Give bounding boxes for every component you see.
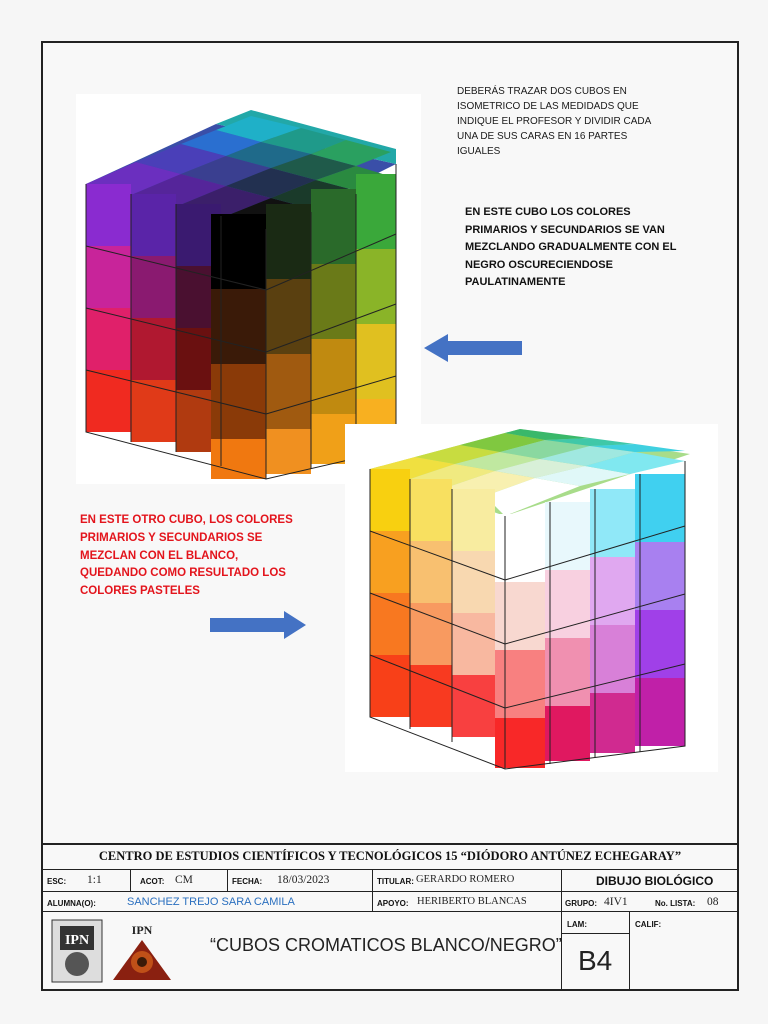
apoyo-value: HERIBERTO BLANCAS <box>417 896 527 907</box>
grupo-label: GRUPO: <box>565 899 597 908</box>
instruction-black-cube: EN ESTE CUBO LOS COLORES PRIMARIOS Y SECUNDARIOS SE VAN MEZCLANDO GRADUALMENTE CON EL NEGRO OSCURECIENDOSE PAULATINAMENTE <box>465 206 677 289</box>
arrow-left-icon <box>424 332 524 364</box>
white-mix-cube <box>345 424 718 772</box>
calif-label: CALIF: <box>635 920 662 929</box>
alumna-label: ALUMNA(O): <box>47 899 96 908</box>
apoyo-label: APOYO: <box>377 899 409 908</box>
instruction-white-cube: EN ESTE OTRO CUBO, LOS COLORES PRIMARIOS Y SECUNDARIOS SE MEZCLAN CON EL BLANCO, QUEDANDO COMO RESULTADO LOS COLORES PASTELES <box>80 514 293 598</box>
drawing-title: “CUBOS CROMATICOS BLANCO/NEGRO” <box>210 935 562 955</box>
acot-value: CM <box>175 874 193 886</box>
esc-label: ESC: <box>47 877 67 886</box>
grupo-value: 4IV1 <box>604 896 628 908</box>
lista-value: 08 <box>707 896 719 908</box>
lista-label: No. LISTA: <box>655 899 696 908</box>
fecha-value: 18/03/2023 <box>277 874 330 886</box>
lam-value: B4 <box>578 945 613 976</box>
school-name: CENTRO DE ESTUDIOS CIENTÍFICOS Y TECNOLÓGICOS 15 “DIÓDORO ANTÚNEZ ECHEGARAY” <box>98 849 682 863</box>
alumna-value: SANCHEZ TREJO SARA CAMILA <box>127 896 295 908</box>
ipn-seal-icon <box>105 918 180 984</box>
titular-label: TITULAR: <box>377 877 414 886</box>
lam-label: LAM: <box>567 920 587 929</box>
acot-label: ACOT: <box>140 877 165 886</box>
seal-text: IPN <box>131 923 153 937</box>
esc-value: 1:1 <box>87 874 102 886</box>
fecha-label: FECHA: <box>232 877 263 886</box>
arrow-right-icon <box>208 609 308 641</box>
black-cube-left-face <box>86 184 221 452</box>
instruction-main: DEBERÁS TRAZAR DOS CUBOS EN ISOMETRICO DE LAS MEDIDADS QUE INDIQUE EL PROFESOR Y DIVIDIR CADA UNA DE SUS CARAS EN 16 PARTES IGUALES <box>457 86 651 157</box>
subject: DIBUJO BIOLÓGICO <box>596 874 714 888</box>
ipn-logo-text: IPN <box>64 933 90 948</box>
white-cube-front-face <box>495 474 685 768</box>
ipn-logo <box>50 918 104 984</box>
titular-value: GERARDO ROMERO <box>416 874 515 885</box>
